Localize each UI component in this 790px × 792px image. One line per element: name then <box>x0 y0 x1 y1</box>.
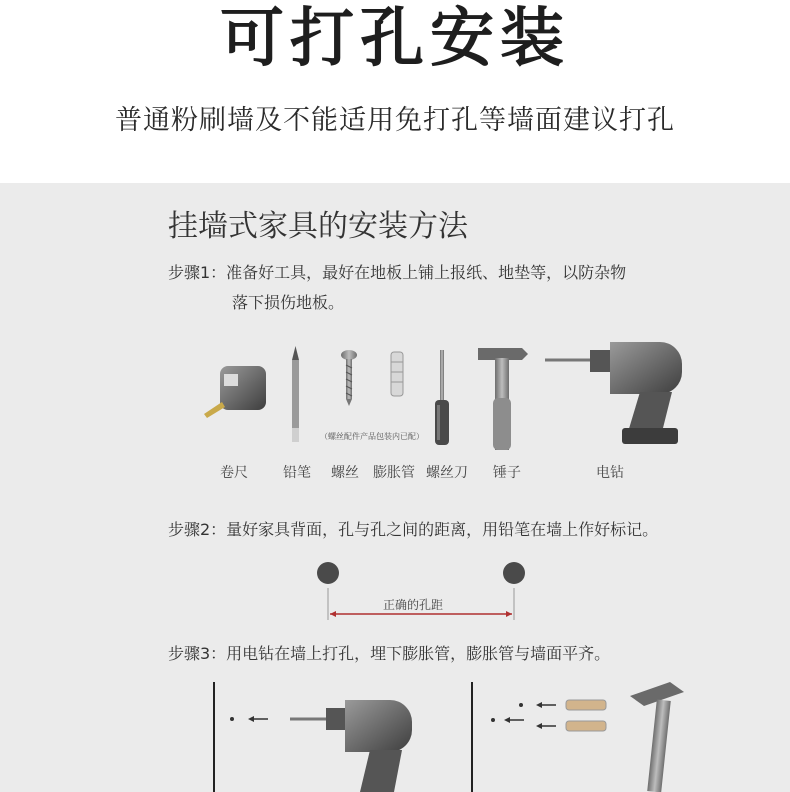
screw-note: （螺丝配件产品包装内已配） <box>320 432 424 441</box>
page-title: 可打孔安装 <box>220 2 570 76</box>
screwdriver-icon <box>435 350 449 445</box>
step1-line2: 落下损伤地板。 <box>232 293 345 312</box>
hammer-step3-icon <box>630 682 684 792</box>
tool-label-screwdriver: 螺丝刀 <box>426 465 468 481</box>
distance-label: 正确的孔距 <box>383 598 444 612</box>
hole-mark-left <box>317 562 339 584</box>
tool-label-tape: 卷尺 <box>220 465 248 481</box>
wall-plug-step3-1 <box>566 700 606 710</box>
tool-label-pencil: 铅笔 <box>283 465 311 481</box>
tool-label-plug: 膨胀管 <box>373 465 415 481</box>
wall-plug-icon <box>391 352 403 396</box>
power-drill-step3-icon <box>290 700 412 792</box>
hammer-icon <box>478 348 528 450</box>
page-subtitle: 普通粉刷墙及不能适用免打孔等墙面建议打孔 <box>115 105 675 136</box>
step3-text: 步骤3：用电钻在墙上打孔，埋下膨胀管，膨胀管与墙面平齐。 <box>168 644 611 663</box>
tape-measure-icon <box>204 366 266 418</box>
step2-text: 步骤2：量好家具背面，孔与孔之间的距离，用铅笔在墙上作好标记。 <box>168 520 659 539</box>
tool-label-hammer: 锤子 <box>493 465 521 481</box>
power-drill-icon <box>545 342 682 444</box>
pencil-icon <box>292 346 299 442</box>
tool-label-screw: 螺丝 <box>331 465 359 481</box>
tool-label-drill: 电钻 <box>596 465 624 481</box>
wall-plug-step3-2 <box>566 721 606 731</box>
screw-icon <box>341 350 357 406</box>
hole-mark-right <box>503 562 525 584</box>
guide-title: 挂墙式家具的安装方法 <box>168 209 468 244</box>
step1-line1: 步骤1：准备好工具，最好在地板上铺上报纸、地垫等，以防杂物 <box>168 263 627 282</box>
